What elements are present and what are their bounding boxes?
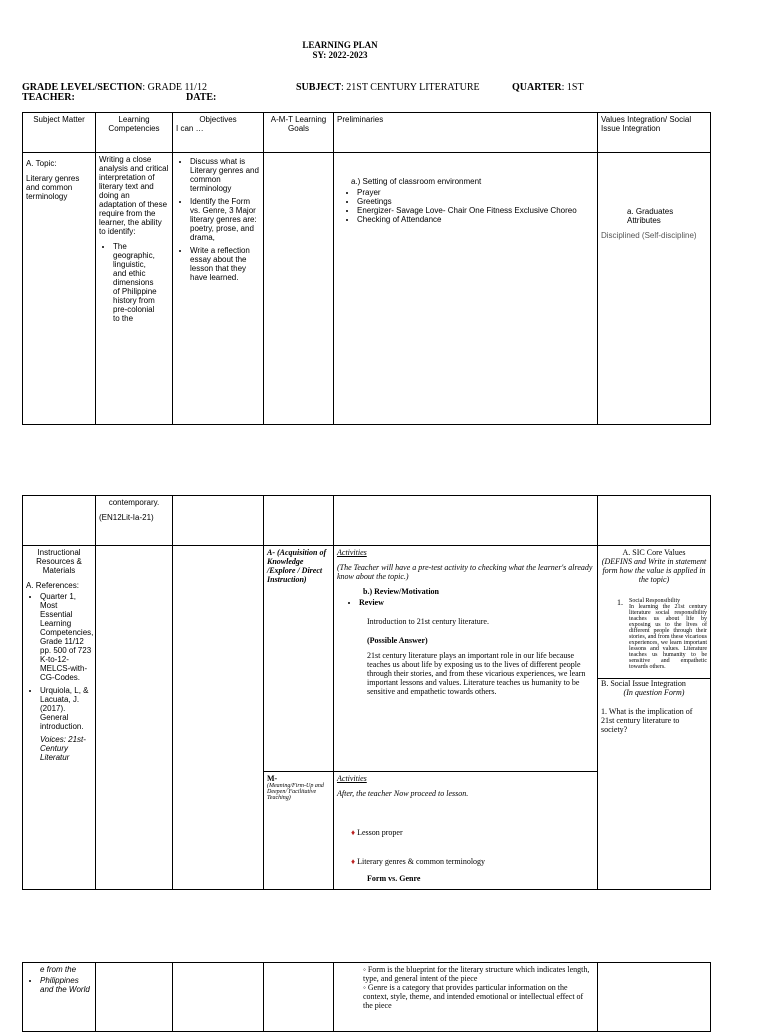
form-genre-definitions: ◦ Form is the blueprint for the literary structure which indicates length, type, and general intent of the piece ◦ Genre is a category that provides particular information on the context, style, theme, and intended emotional or intellectual effect of the piece	[334, 963, 598, 1032]
learning-plan-table-1	[22, 112, 711, 425]
values-cell: a. Graduates Attributes Disciplined (Self-discipline)	[598, 153, 711, 425]
page-title: LEARNING PLAN	[302, 40, 378, 50]
competency-continued: contemporary. (EN12Lit-Ia-21)	[96, 496, 173, 546]
amt-cell	[264, 153, 334, 425]
amt-header: A-M-T Learning Goals	[264, 113, 334, 153]
resources-cell: Instructional Resources & Materials A. References: • Quarter 1, Most Essential Learning Competencies, Grade 11/12 pp. 500 of 723 K-to-12-MELCS-with-CG-Codes. • Urquiola, L, & Lacuata, J. (2017). General introduction. Voices: 21st-Century Literatur	[23, 546, 96, 890]
preliminaries-cell: a.) Setting of classroom environment • Prayer • Greetings • Energizer- Savage Love- Chair One Fitness Exclusive Choreo • Checking of Attendance	[334, 153, 598, 425]
sic-core-values-cell: A. SIC Core Values (DEFINS and Write in statement form how the value is applied in the topic) 1. Social Responsibility In learning the 21st century literature social responsibility teaches us about life by exposing us to the lives of different people through their stories, and from these vicarious experiences, we learn important lessons and values. Literature teaches us humanity to be sensitive and empathetic towards others. B. Social Issue Integration (In question Form) 1. What is the implication of 21st century literature to society?	[598, 546, 711, 890]
teacher-label: TEACHER:	[22, 92, 75, 103]
competencies-header: Learning Competencies	[96, 113, 173, 153]
competency-cell: Writing a close analysis and critical interpretation of literary text and doing an adaptation of these require from the learner, the ability to identify: • The geographic, linguistic, and ethic dimensions of Philippine history from pre-colonial to the	[96, 153, 173, 425]
meaning-cell: M- (Meaning/Firm-Up and Deepen/ Facilitative Teaching)	[264, 772, 334, 890]
learning-plan-table-2	[22, 495, 711, 890]
objectives-cell: • Discuss what is Literary genres and common terminology • Identify the Form vs. Genre, 3 Major literary genres are: poetry, prose, and drama, • Write a reflection essay about the lesson that they have learned.	[173, 153, 264, 425]
topic-cell: A. Topic: Literary genres and common terminology	[23, 153, 96, 425]
acquisition-activities: Activities (The Teacher will have a pre-test activity to checking what the learner's already know about the topic.) b.) Review/Motivation • Review Introduction to 21st century literature. (Possible Answer) 21st century literature plays an important role in our life because teaches us about life by exposing us to the lives of different people through their stories, and from these vicarious experiences, we learn important lessons and values. Literature teaches us humanity to be sensitive and empathetic towards others.	[334, 546, 598, 772]
subject-matter-header: Subject Matter	[23, 113, 96, 153]
quarter-label: QUARTER: 1ST	[512, 82, 584, 93]
objectives-header: Objectives I can …	[173, 113, 264, 153]
learning-plan-table-3	[22, 962, 711, 1032]
values-header: Values Integration/ Social Issue Integration	[598, 113, 711, 153]
acquisition-cell: A- (Acquisition of Knowledge /Explore / Direct Instruction)	[264, 546, 334, 772]
date-label: DATE:	[186, 92, 217, 103]
school-year: SY: 2022-2023	[312, 50, 368, 60]
meaning-activities: Activities After, the teacher Now proceed to lesson. ♦ Lesson proper ♦ Literary genres & common terminology Form vs. Genre	[334, 772, 598, 890]
references-continued: e from the • Philippines and the World	[23, 963, 96, 1032]
subject-label: SUBJECT: 21ST CENTURY LITERATURE	[296, 82, 480, 93]
grade-level-label: GRADE LEVEL/SECTION: GRADE 11/12	[22, 82, 207, 93]
preliminaries-header: Preliminaries	[334, 113, 598, 153]
